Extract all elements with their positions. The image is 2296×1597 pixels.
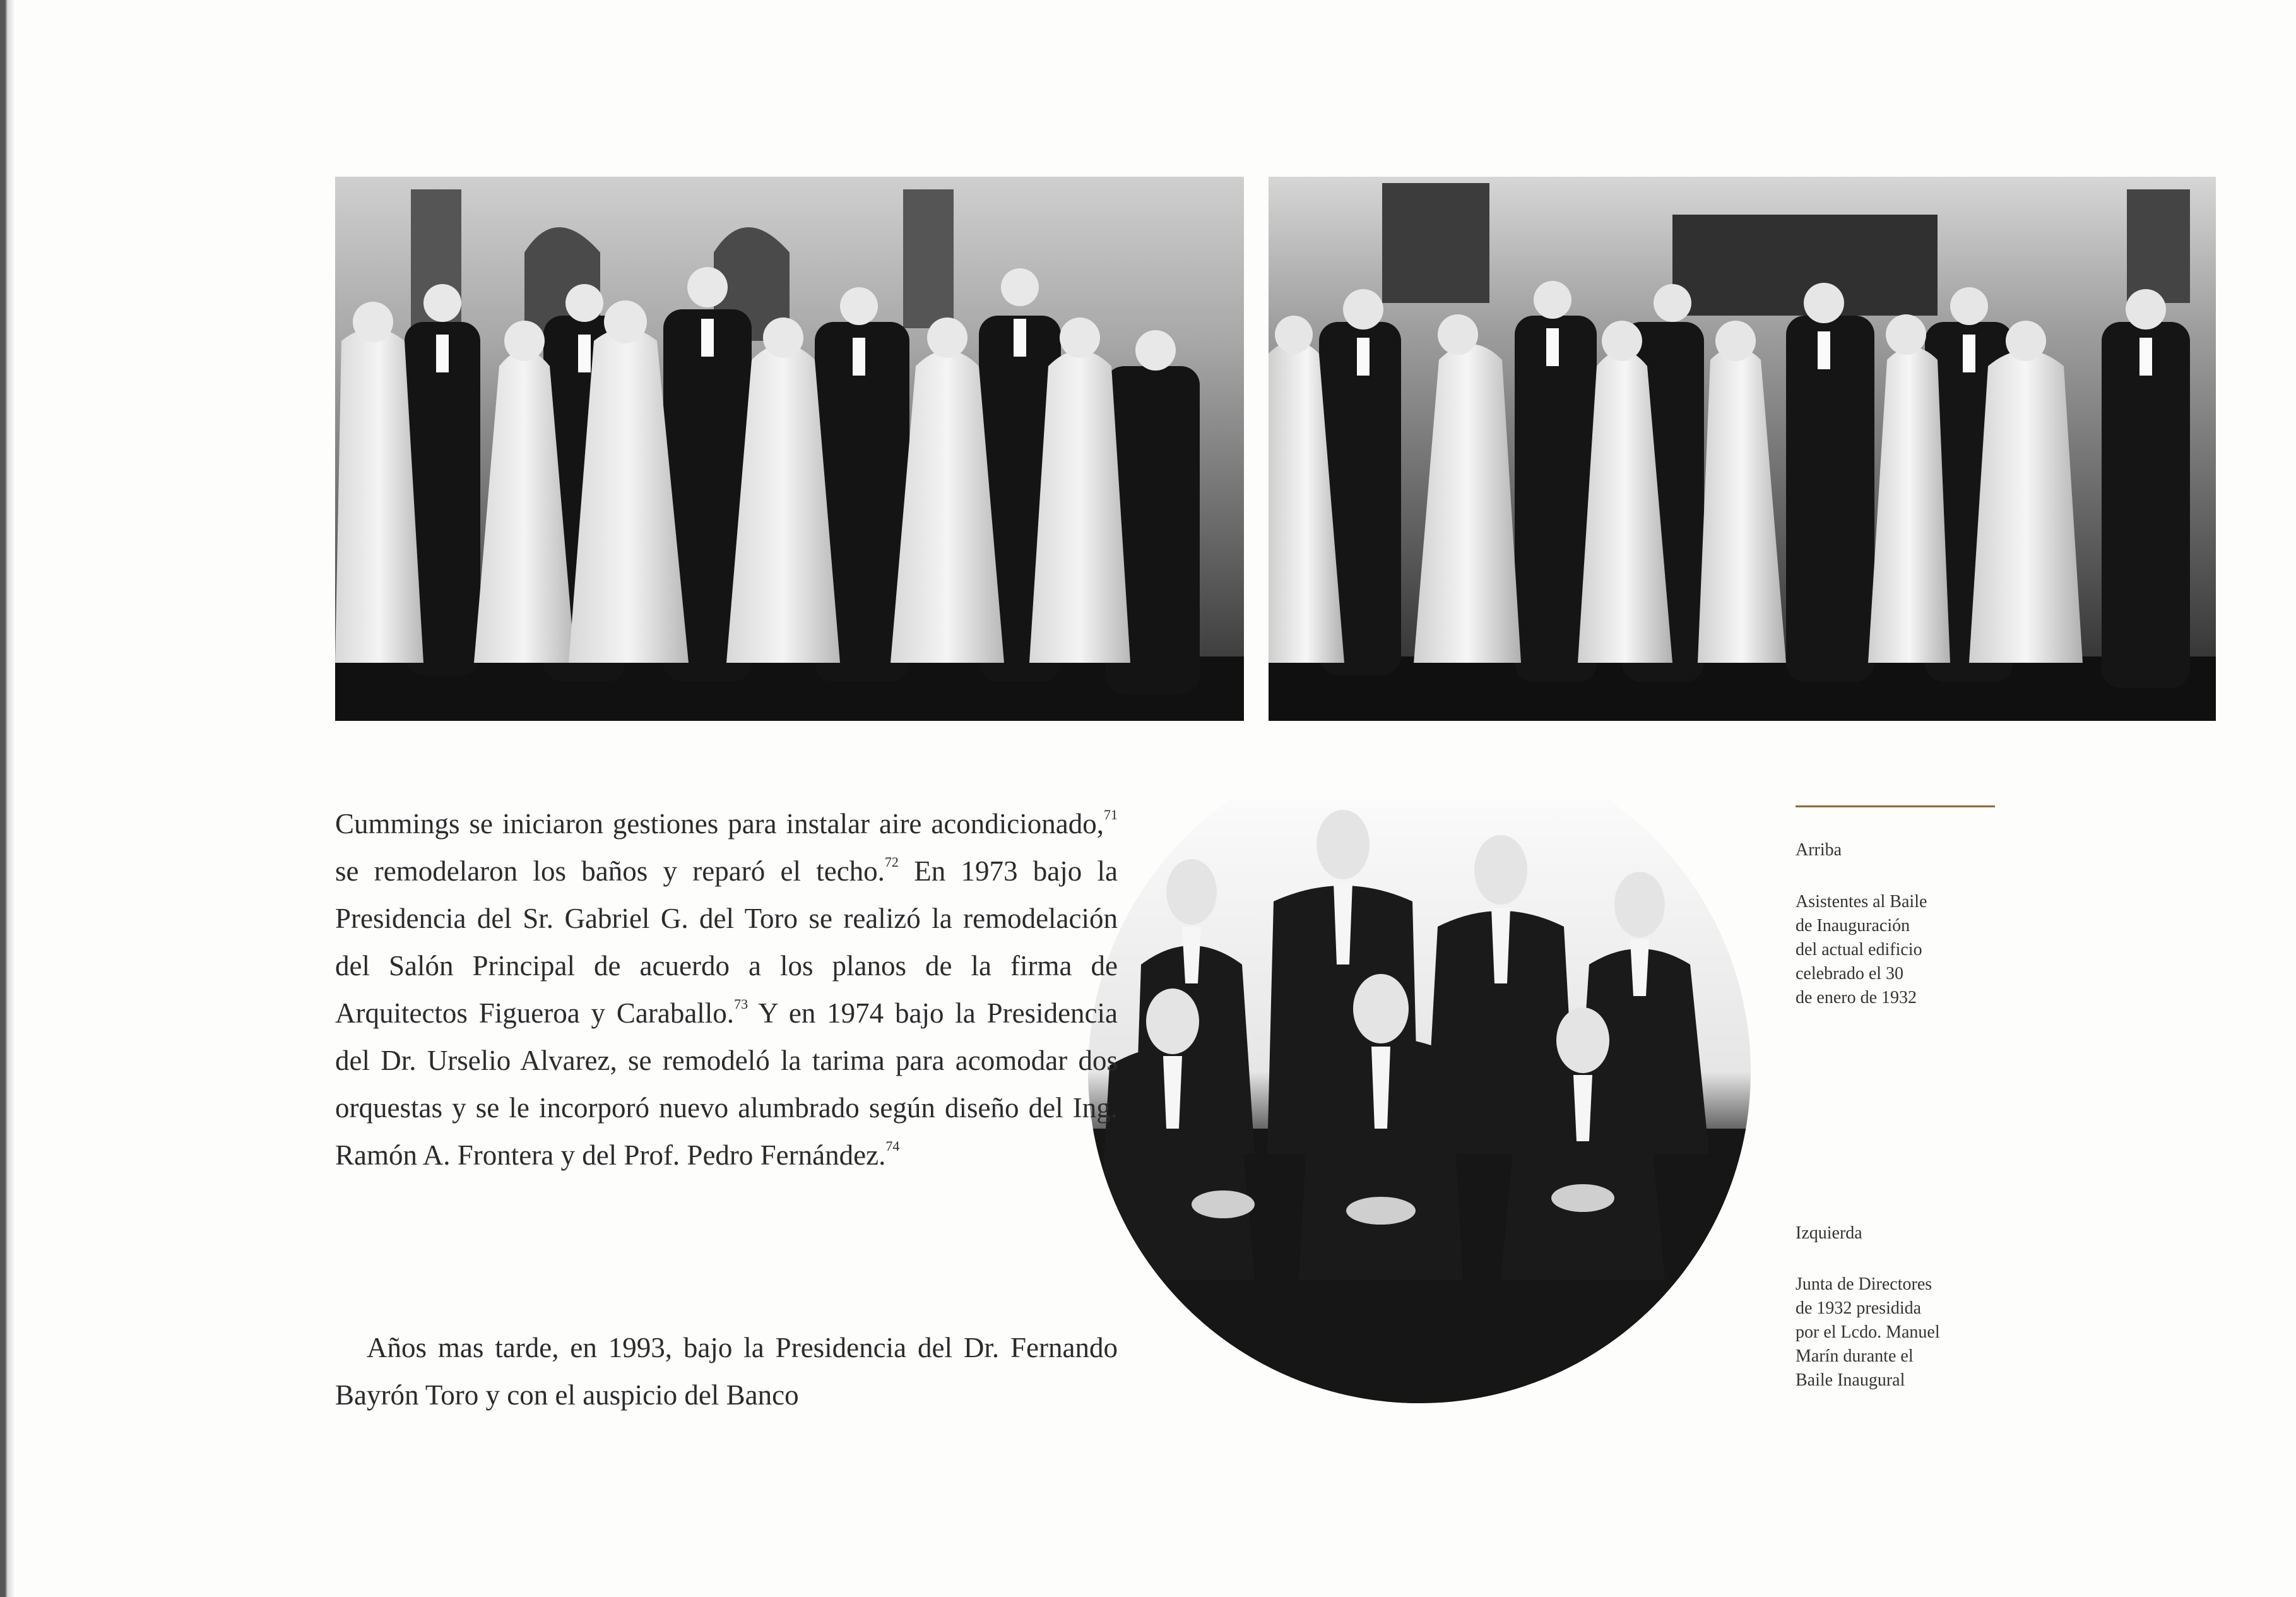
ballroom-group-photo-icon bbox=[1269, 177, 2216, 721]
caption-line: por el Lcdo. Manuel bbox=[1796, 1322, 1940, 1342]
photo-ballroom-right bbox=[1269, 177, 2216, 721]
caption-line: Marín durante el bbox=[1796, 1346, 1914, 1366]
caption-line: Baile Inaugural bbox=[1796, 1370, 1905, 1390]
footnote-ref-73: 73 bbox=[734, 996, 749, 1012]
caption-line: de enero de 1932 bbox=[1796, 988, 1917, 1007]
caption-divider-rule bbox=[1796, 805, 1995, 807]
footnote-ref-74: 74 bbox=[885, 1138, 900, 1154]
caption-line: de Inauguración bbox=[1796, 916, 1910, 935]
caption-line: Junta de Directores bbox=[1796, 1274, 1932, 1294]
caption-top-text bbox=[1796, 890, 2010, 1010]
body-text-run: En 1973 bajo la Presidencia del Sr. Gabriel G. del Toro se realizó la remodelación del Salón Principal de acuerdo a los planos de la firma de Arquitectos Figueroa y Caraballo. bbox=[335, 855, 1118, 1029]
photo-board-of-directors bbox=[1084, 800, 1755, 1403]
body-text-run: se remodelaron los baños y reparó el techo. bbox=[335, 855, 885, 887]
caption-line: de 1932 presidida bbox=[1796, 1298, 1922, 1318]
caption-line: Asistentes al Baile bbox=[1796, 892, 1927, 911]
ballroom-group-photo-icon bbox=[335, 177, 1244, 721]
footnote-ref-71: 71 bbox=[1104, 807, 1118, 822]
footnote-ref-72: 72 bbox=[884, 854, 899, 870]
caption-top-heading: Arriba bbox=[1796, 840, 1842, 860]
page-binding-edge bbox=[0, 0, 15, 1597]
board-of-directors-photo-icon bbox=[1084, 800, 1755, 1403]
caption-left-heading: Izquierda bbox=[1796, 1223, 1862, 1243]
photo-ballroom-left bbox=[335, 177, 1244, 721]
body-paragraph-1 bbox=[335, 800, 1118, 1179]
caption-line: celebrado el 30 bbox=[1796, 964, 1904, 983]
body-text-run: Cummings se iniciaron gestiones para instalar aire acondicionado, bbox=[335, 808, 1104, 840]
body-paragraph-2: Años mas tarde, en 1993, bajo la Presidencia del Dr. Fernando Bayrón Toro y con el auspicio del Banco bbox=[335, 1332, 1118, 1411]
caption-left-text bbox=[1796, 1273, 2010, 1392]
body-text-run: Y en 1974 bajo la Presidencia del Dr. Urselio Alvarez, se remodeló la tarima para acomodar dos orquestas y se le incorporó nuevo alumbrado según diseño del Ing. Ramón A. Frontera y del Prof. Pedro Fernández. bbox=[335, 997, 1118, 1171]
caption-line: del actual edificio bbox=[1796, 940, 1922, 959]
